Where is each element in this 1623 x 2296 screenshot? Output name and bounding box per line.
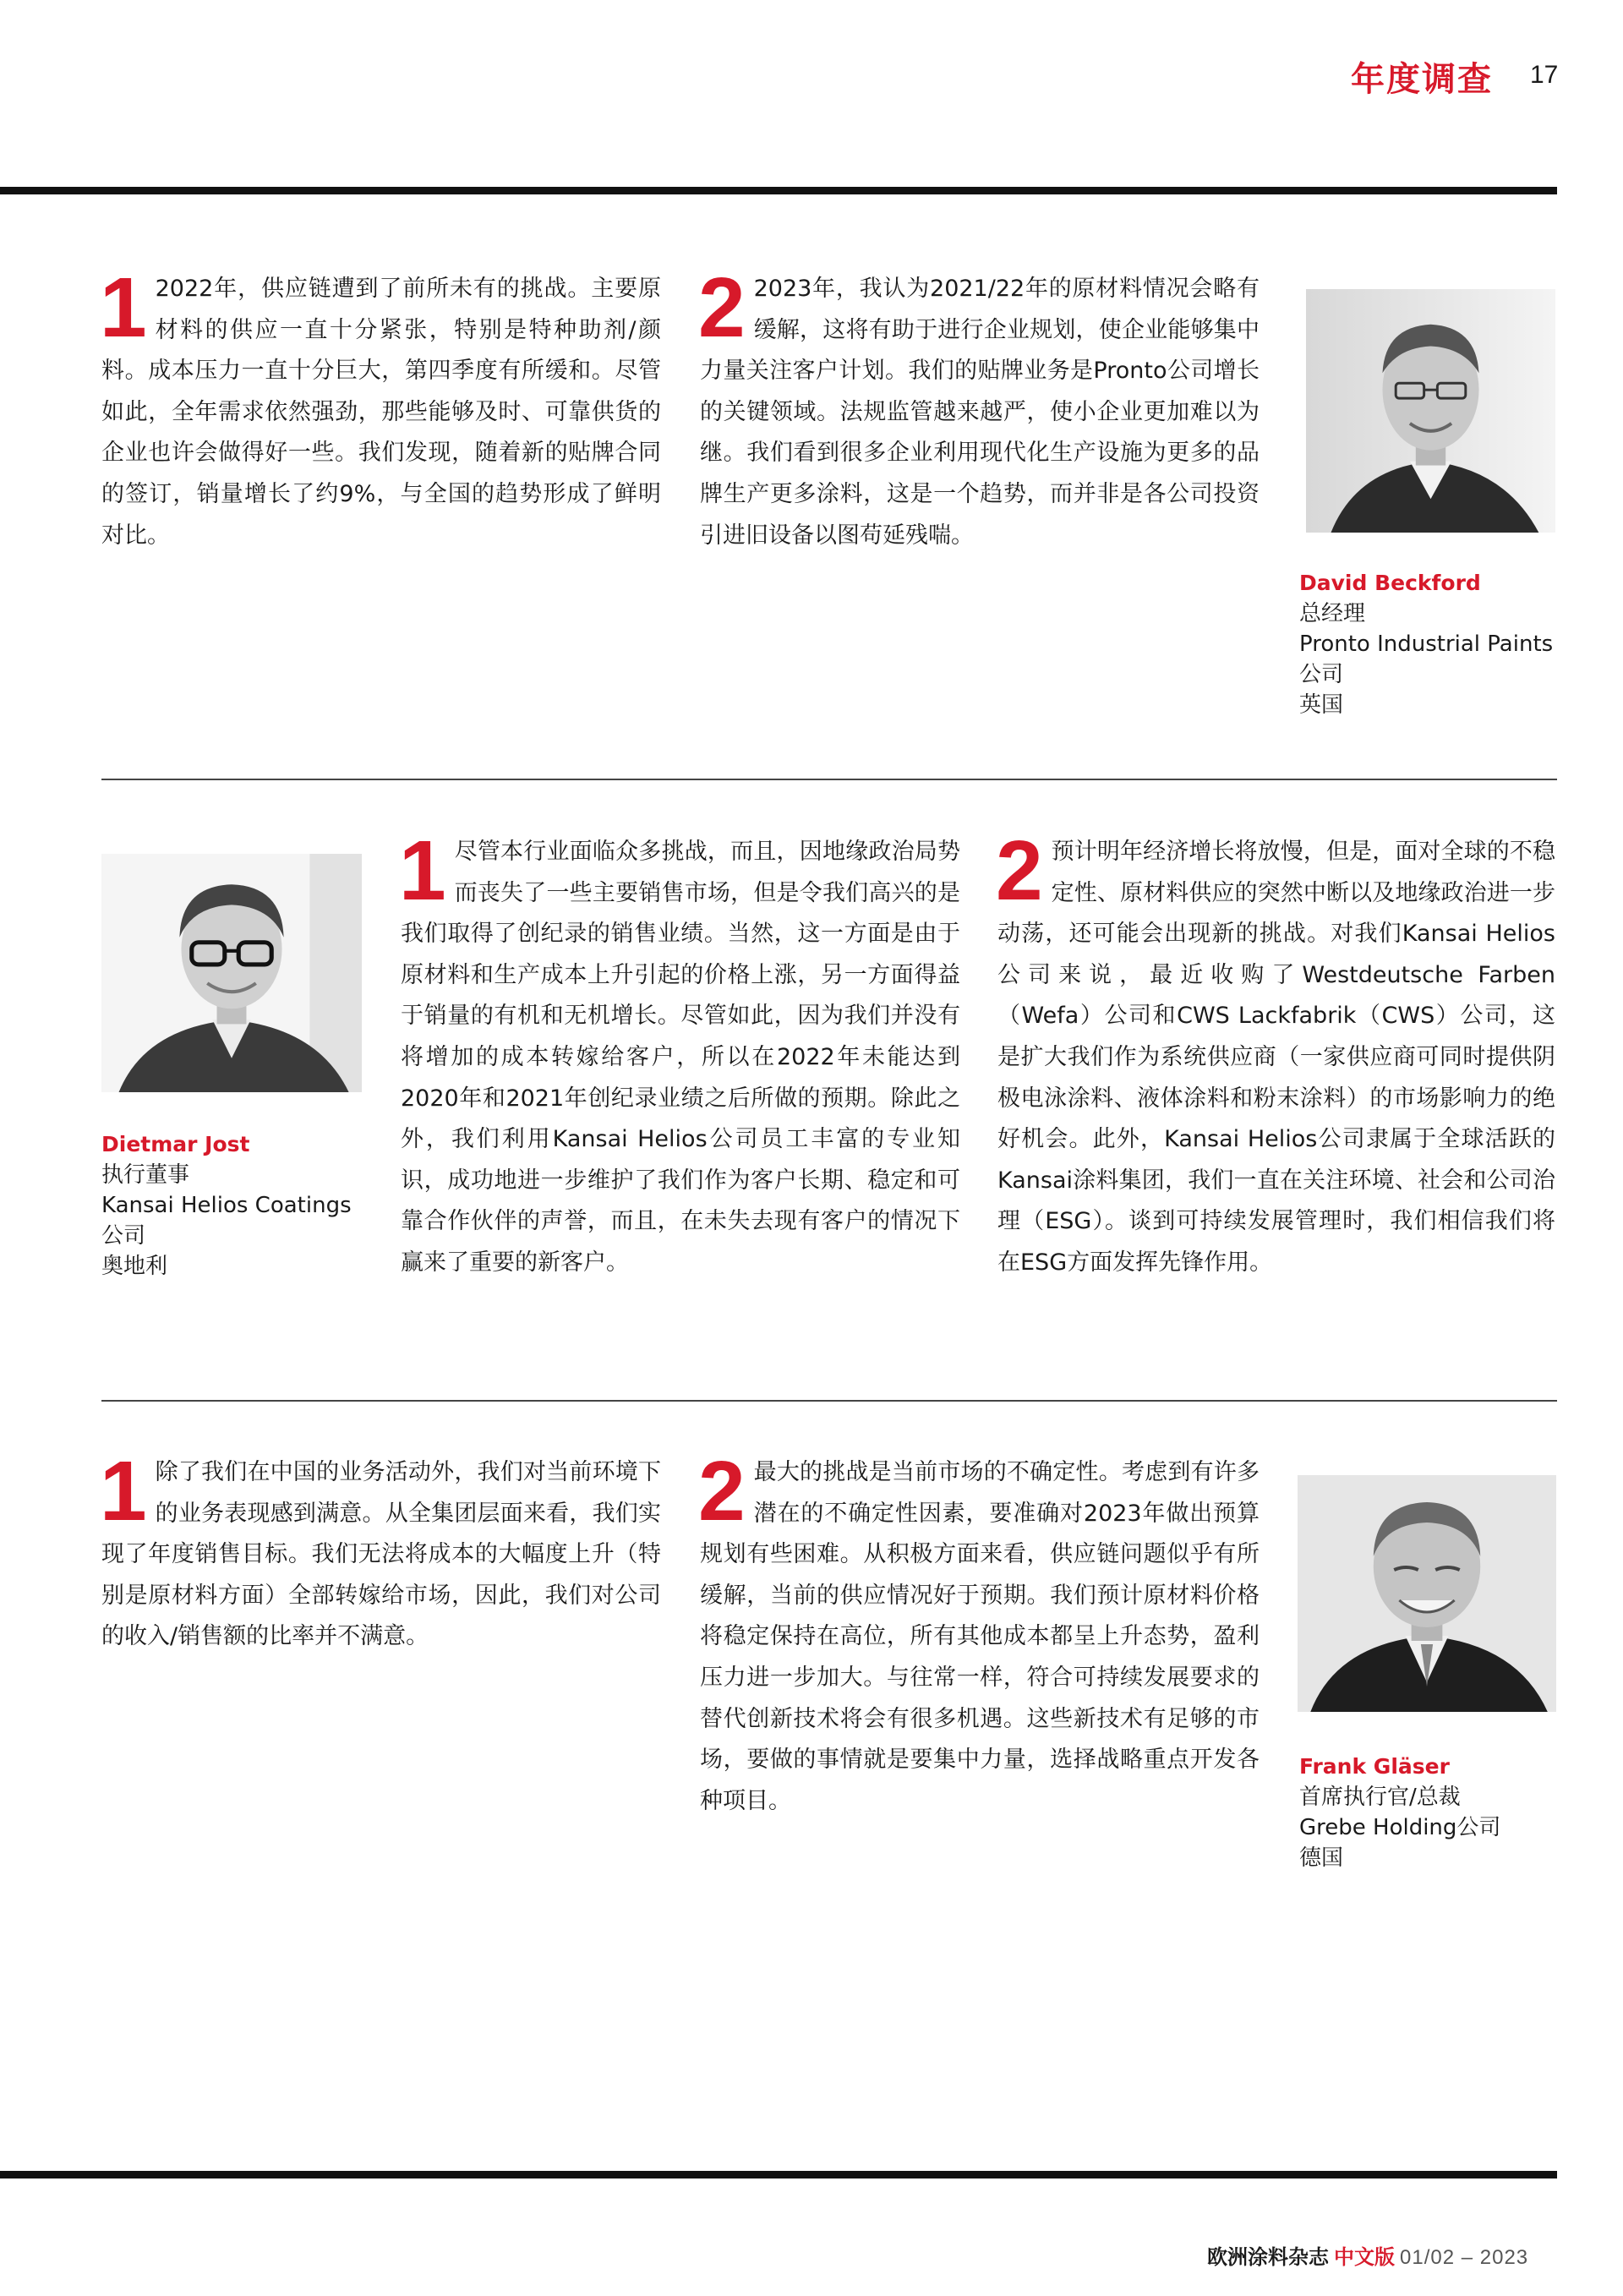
- person-country: 奥地利: [101, 1254, 168, 1279]
- answer-text: 预计明年经济增长将放慢，但是，面对全球的不稳定性、原材料供应的突然中断以及地缘政治进一步动荡，还可能会出现新的挑战。对我们Kansai Helios公司来说，最近收购了Westdeutsche Farben（Wefa）公司和CWS Lackfabrik（CWS）公司，这是扩大我们作为系统供应商（一家供应商可同时提供阴极电泳涂料、液体涂料和粉末涂料）的市场影响力的绝好机会。此外，Kansai Helios公司隶属于全球活跃的Kansai涂料集团，我们一直在关注环境、社会和公司治理（ESG）。谈到可持续发展管理时，我们相信我们将在ESG方面发挥先锋作用。: [997, 839, 1555, 1276]
- portrait-david-beckford: [1306, 289, 1555, 533]
- person-photo-icon: [1306, 289, 1555, 533]
- portrait-dietmar-jost: [101, 854, 362, 1092]
- person-title: 首席执行官/总裁: [1299, 1785, 1461, 1810]
- person-name: Dietmar Jost: [101, 1132, 250, 1156]
- footer-rule: [0, 2171, 1557, 2178]
- answer-number: 1: [100, 260, 147, 355]
- person-company-suffix: 公司: [101, 1223, 146, 1249]
- answer-text: 2022年，供应链遭到了前所未有的挑战。主要原材料的供应一直十分紧张，特别是特种助剂/颜料。成本压力一直十分巨大，第四季度有所缓和。尽管如此，全年需求依然强劲，那些能够及时、可靠供货的企业也许会做得好一些。我们发现，随着新的贴牌合同的签订，销量增长了约9%，与全国的趋势形成了鲜明对比。: [101, 276, 661, 549]
- portrait-frank-glaser: [1298, 1475, 1556, 1712]
- section-divider: [101, 1400, 1557, 1402]
- answer-number: 1: [399, 823, 446, 918]
- answer-2: [698, 1444, 1260, 1822]
- person-caption: [1299, 568, 1570, 720]
- person-title: 总经理: [1299, 601, 1366, 626]
- answer-text: 尽管本行业面临众多挑战，而且，因地缘政治局势而丧失了一些主要销售市场，但是令我们高兴的是我们取得了创纪录的销售业绩。当然，这一方面是由于原材料和生产成本上升引起的价格上涨，另一方面得益于销量的有机和无机增长。尽管如此，因为我们并没有将增加的成本转嫁给客户，所以在2022年未能达到2020年和2021年创纪录业绩之后所做的预期。除此之外，我们利用Kansai Helios公司员工丰富的专业知识，成功地进一步维护了我们作为客户长期、稳定和可靠合作伙伴的声誉，而且，在未失去现有客户的情况下赢来了重要的新客户。: [401, 839, 960, 1276]
- edition-label: 中文版: [1334, 2245, 1395, 2269]
- answer-number: 2: [698, 1444, 746, 1539]
- person-name: Frank Gläser: [1299, 1754, 1450, 1779]
- person-country: 英国: [1299, 692, 1344, 718]
- answer-2: [996, 823, 1555, 1284]
- answer-number: 2: [996, 823, 1043, 918]
- answer-number: 2: [698, 260, 746, 355]
- person-company-suffix: 公司: [1299, 662, 1344, 687]
- person-caption: [101, 1129, 389, 1282]
- page-number: 17: [1530, 61, 1559, 89]
- answer-number: 1: [100, 1444, 147, 1539]
- person-photo-icon: [101, 854, 362, 1092]
- header-rule: [0, 187, 1557, 194]
- answer-text: 2023年，我认为2021/22年的原材料情况会略有缓解，这将有助于进行企业规划，使企业能够集中力量关注客户计划。我们的贴牌业务是Pronto公司增长的关键领域。法规监管越来越严，使小企业更加难以为继。我们看到很多企业利用现代化生产设施为更多的品牌生产更多涂料，这是一个趋势，而并非是各公司投资引进旧设备以图苟延残喘。: [700, 276, 1260, 549]
- answer-1: [399, 823, 960, 1284]
- person-company: Kansai Helios Coatings: [101, 1193, 352, 1218]
- person-company: Grebe Holding公司: [1299, 1815, 1501, 1840]
- answer-text: 除了我们在中国的业务活动外，我们对当前环境下的业务表现感到满意。从全集团层面来看，我们实现了年度销售目标。我们无法将成本的大幅度上升（特别是原材料方面）全部转嫁给市场，因此，我们对公司的收入/销售额的比率并不满意。: [101, 1459, 661, 1650]
- answer-1: [100, 1444, 661, 1658]
- answer-2: [698, 260, 1260, 556]
- section-divider: [101, 779, 1557, 780]
- person-title: 执行董事: [101, 1162, 190, 1188]
- answer-1: [100, 260, 661, 556]
- issue-number: 01/02 – 2023: [1400, 2246, 1529, 2269]
- person-name: David Beckford: [1299, 571, 1481, 595]
- person-photo-icon: [1298, 1475, 1556, 1712]
- person-country: 德国: [1299, 1845, 1344, 1871]
- person-company: Pronto Industrial Paints: [1299, 631, 1554, 657]
- answer-text: 最大的挑战是当前市场的不确定性。考虑到有许多潜在的不确定性因素，要准确对2023年做出预算规划有些困难。从积极方面来看，供应链问题似乎有所缓解，当前的供应情况好于预期。我们预计原材料价格将稳定保持在高位，所有其他成本都呈上升态势，盈利压力进一步加大。与往常一样，符合可持续发展要求的替代创新技术将会有很多机遇。这些新技术有足够的市场，要做的事情就是要集中力量，选择战略重点开发各种项目。: [700, 1459, 1260, 1814]
- magazine-name: 欧洲涂料杂志: [1207, 2245, 1329, 2269]
- person-caption: [1299, 1752, 1570, 1873]
- footer: [1207, 2240, 1528, 2270]
- section-title: 年度调查: [1351, 60, 1493, 99]
